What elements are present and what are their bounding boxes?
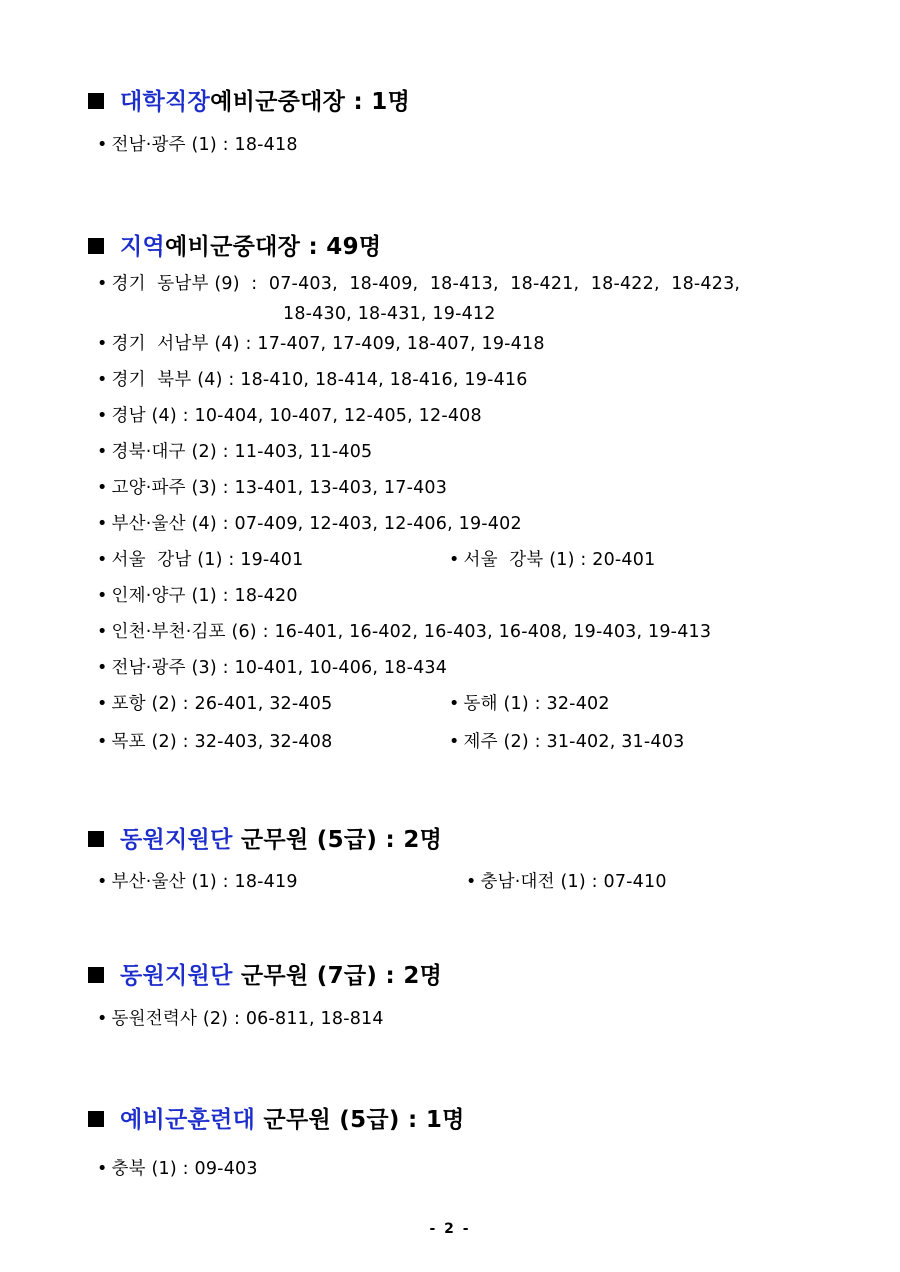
list-item: • 부산·울산 (4) : 07-409, 12-403, 12-406, 19-402: [97, 514, 522, 534]
square-bullet-icon: [88, 93, 104, 109]
list-item: • 경기 서남부 (4) : 17-407, 17-409, 18-407, 19-418: [97, 334, 545, 354]
list-item-right: • 충남·대전 (1) : 07-410: [466, 872, 667, 892]
list-item-right: • 동해 (1) : 32-402: [449, 694, 610, 714]
list-item: • 경남 (4) : 10-404, 10-407, 12-405, 12-408: [97, 406, 482, 426]
list-item: • 경기 북부 (4) : 18-410, 18-414, 18-416, 19-416: [97, 370, 528, 390]
list-item: • 전남·광주 (3) : 10-401, 10-406, 18-434: [97, 658, 448, 678]
page-number: - 2 -: [429, 1221, 471, 1237]
list-item: • 동원전력사 (2) : 06-811, 18-814: [97, 1009, 384, 1029]
list-item: • 고양·파주 (3) : 13-401, 13-403, 17-403: [97, 478, 448, 498]
list-item: • 부산·울산 (1) : 18-419: [97, 872, 298, 892]
list-item-continuation: 18-430, 18-431, 19-412: [283, 304, 496, 324]
section-title-regional: 지역예비군중대장 : 49명: [88, 233, 381, 261]
square-bullet-icon: [88, 1111, 104, 1127]
list-item-right: • 서울 강북 (1) : 20-401: [449, 550, 656, 570]
list-item: • 충북 (1) : 09-403: [97, 1159, 258, 1179]
square-bullet-icon: [88, 967, 104, 983]
section-title-reserve-training: 예비군훈련대 군무원 (5급) : 1명: [88, 1106, 465, 1134]
section-title-mobilization-5th: 동원지원단 군무원 (5급) : 2명: [88, 826, 442, 854]
list-item: • 서울 강남 (1) : 19-401: [97, 550, 304, 570]
list-item: • 인천·부천·김포 (6) : 16-401, 16-402, 16-403, 16-408, 19-403, 19-413: [97, 622, 712, 642]
list-item: • 인제·양구 (1) : 18-420: [97, 586, 298, 606]
list-item: • 경기 동남부 (9) : 07-403, 18-409, 18-413, 18-421, 18-422, 18-423,: [97, 274, 741, 294]
section-title-univ-workplace: 대학직장예비군중대장 : 1명: [88, 88, 410, 116]
section-title-mobilization-7th: 동원지원단 군무원 (7급) : 2명: [88, 962, 442, 990]
square-bullet-icon: [88, 238, 104, 254]
list-item-right: • 제주 (2) : 31-402, 31-403: [449, 732, 685, 752]
list-item: • 포항 (2) : 26-401, 32-405: [97, 694, 333, 714]
list-item: • 경북·대구 (2) : 11-403, 11-405: [97, 442, 373, 462]
list-item: • 목포 (2) : 32-403, 32-408: [97, 732, 333, 752]
list-item: • 전남·광주 (1) : 18-418: [97, 135, 298, 155]
square-bullet-icon: [88, 831, 104, 847]
